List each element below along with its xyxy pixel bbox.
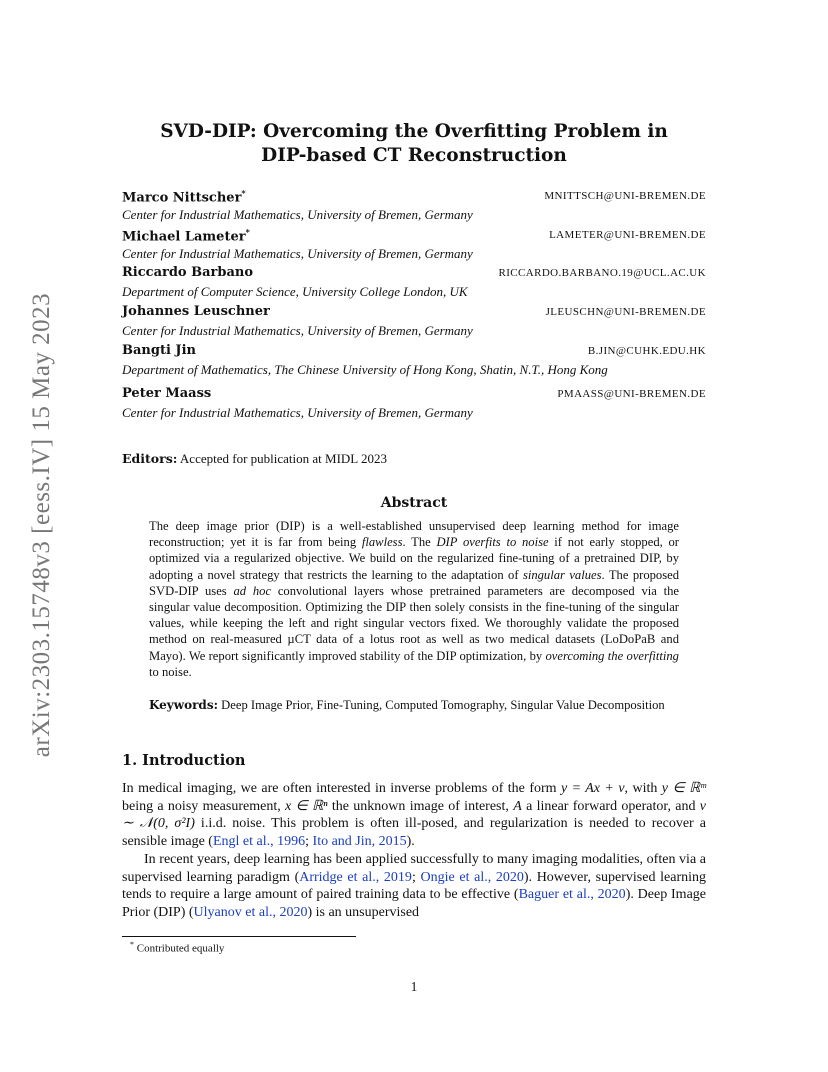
footnote [130,940,224,955]
author-email[interactable]: B.JIN@CUHK.EDU.HK [587,345,706,357]
author-entry [122,304,706,342]
keywords-label: Keywords: [149,698,219,712]
emphasis: singular values [522,567,602,582]
abstract-body: The deep image prior (DIP) is a well-established unsupervised deep learning method for image reconstruction; yet it is far from being flawless. The DIP overfits to noise if not early stopped, or optimized via a regularized objective. We build on the regularized fine-tuning of a pretrained DIP, by adopting a novel strategy that restricts the learning to the adaptation of singular values. The proposed SVD-DIP uses ad hoc convolutional layers whose pretrained parameters are decomposed via the singular value decomposition. Optimizing the DIP then solely consists in the fine-tuning of the singular values, while keeping the left and right singular vectors fixed. We thoroughly validate the proposed method on real-measured µCT data of a lotus root as well as two medical datasets (LoDoPaB and Mayo). We report significantly improved stability of the DIP optimization, by overcoming the overfitting to noise. [149,519,680,679]
author-affiliation: Department of Computer Science, University College London, UK [122,284,468,299]
equation: y ∈ ℝᵐ [661,781,706,796]
author-email[interactable]: PMAASS@UNI-BREMEN.DE [557,388,706,400]
intro-paragraph-2: In recent years, deep learning has been applied successfully to many imaging modalities, often via a supervised learning paradigm (Arridge et al., 2019; Ongie et al., 2020). However, supervised learning tends to require a large amount of paired training data to be effective (Baguer et al., 2020). Deep Image Prior (DIP) (Ulyanov et al., 2020) is an unsupervised [122,851,706,920]
equation: ν ∼ 𝒩(0, σ²I) [122,798,707,832]
editors-line [122,451,387,467]
equal-contribution-mark: * [245,227,250,237]
author-email[interactable]: RICCARDO.BARBANO.19@UCL.AC.UK [498,267,706,279]
editors-label: Editors: [122,451,178,466]
equation: y = Ax + ν [560,781,625,796]
footnote-divider [122,936,356,937]
emphasis: overcoming the overfitting [545,648,679,663]
author-affiliation: Center for Industrial Mathematics, University of Bremen, Germany [122,246,473,261]
arxiv-identifier: arXiv:2303.15748v3 [eess.IV] 15 May 2023 [28,292,55,758]
title-line-1: SVD-DIP: Overcoming the Overfitting Problem in [160,121,668,142]
author-name: Michael Lameter [122,229,246,245]
citation-link[interactable]: Ongie et al., 2020 [420,869,524,885]
arxiv-sidebar [22,275,62,775]
author-name: Riccardo Barbano [122,265,254,280]
citation-link[interactable]: Engl et al., 1996 [212,834,306,850]
keywords-text: Deep Image Prior, Fine-Tuning, Computed Tomography, Singular Value Decomposition [221,698,665,712]
author-name: Peter Maass [122,386,212,401]
author-entry [122,386,706,424]
author-email[interactable]: MNITTSCH@UNI-BREMEN.DE [544,190,706,202]
citation-link[interactable]: Ulyanov et al., 2020 [193,904,308,920]
equation: x ∈ ℝⁿ [285,798,328,814]
footnote-text: Contributed equally [136,942,225,955]
abstract-heading: Abstract [380,495,448,511]
emphasis: flawless [361,535,403,550]
citation-link[interactable]: Baguer et al., 2020 [518,887,626,903]
keywords [149,697,679,713]
editors-text: Accepted for publication at MIDL 2023 [179,451,388,466]
paper-title [122,120,706,168]
page-number: 1 [410,979,418,994]
citation-link[interactable]: Ito and Jin, 2015 [312,834,407,850]
author-affiliation: Center for Industrial Mathematics, University of Bremen, Germany [122,405,473,420]
footnote-mark: * [130,940,134,949]
equation: A [513,798,522,814]
author-name: Johannes Leuschner [122,304,270,319]
author-affiliation: Center for Industrial Mathematics, University of Bremen, Germany [122,323,473,338]
citation-link[interactable]: Arridge et al., 2019 [299,869,412,885]
author-affiliation: Department of Mathematics, The Chinese University of Hong Kong, Shatin, N.T., Hong Kong [122,362,608,377]
section-heading: 1. Introduction [122,752,246,769]
introduction-body [122,780,706,922]
author-name: Bangti Jin [122,343,196,358]
author-entry [122,227,706,265]
author-entry [122,343,706,381]
emphasis: ad hoc [233,583,272,598]
author-email[interactable]: LAMETER@UNI-BREMEN.DE [549,229,706,241]
author-email[interactable]: JLEUSCHN@UNI-BREMEN.DE [545,306,706,318]
title-line-2: DIP-based CT Reconstruction [261,145,567,166]
author-name: Marco Nittscher [122,190,242,206]
intro-paragraph-1: In medical imaging, we are often interested in inverse problems of the form y = Ax + ν, with y ∈ ℝᵐ being a noisy measurement, x ∈ ℝⁿ the unknown image of interest, A a linear forward operator, and ν ∼ 𝒩(0, σ²I) i.i.d. noise. This problem is often ill-posed, and regularization is needed to recover a sensible image (Engl et al., 1996; Ito and Jin, 2015). [122,781,707,850]
author-entry [122,188,706,226]
author-entry [122,265,706,303]
author-affiliation: Center for Industrial Mathematics, University of Bremen, Germany [122,207,473,222]
equal-contribution-mark: * [241,188,246,198]
emphasis: DIP overfits to noise [436,535,549,550]
